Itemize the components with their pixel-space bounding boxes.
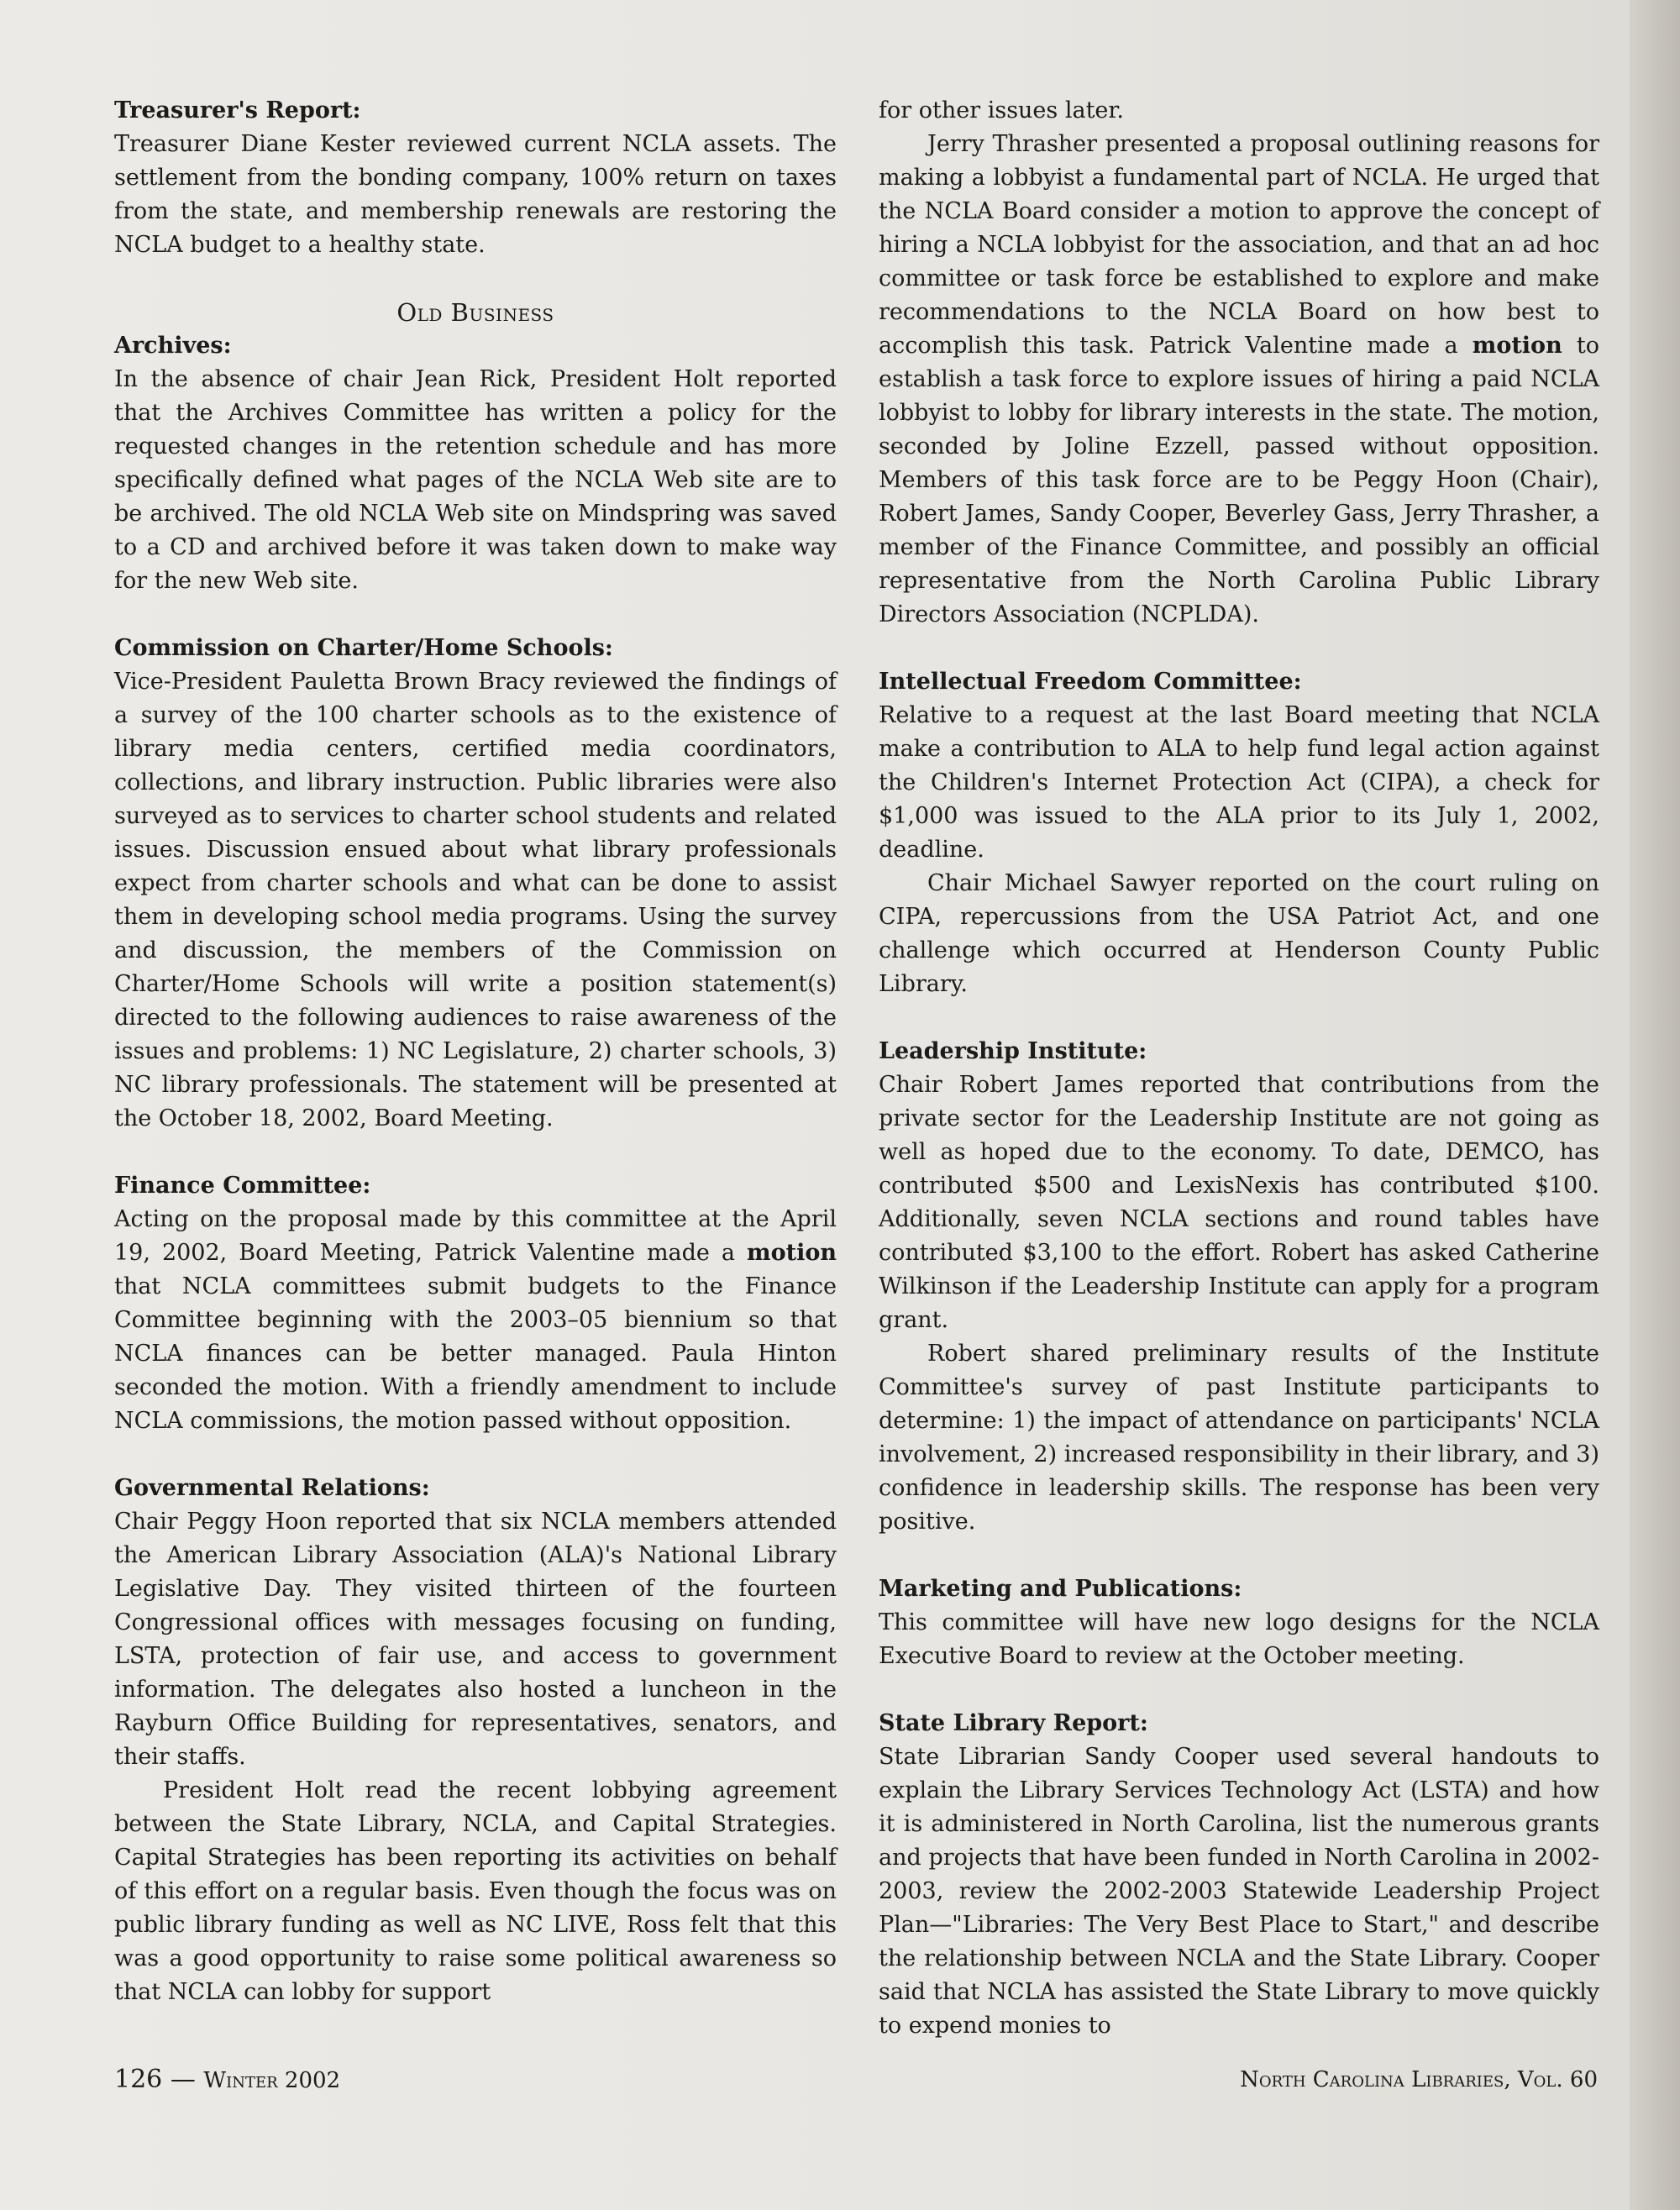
archives-section [114, 329, 837, 598]
finance-text-b: that NCLA committees submit budgets to the Finance Committee beginning with the 2003–05 biennium so that NCLA finances can be better managed. Paula Hinton seconded the motion. With a friendly amendment to include NCLA commissions, the motion passed without opposition. [114, 1273, 837, 1434]
footer-dash: — [170, 2065, 196, 2094]
state-library-heading: State Library Report: [879, 1710, 1148, 1736]
charter-text: Vice-President Pauletta Brown Bracy reviewed the findings of a survey of the 100 charter schools as to the existence of library media centers, certified media coordinators, collections, and library instruction. Public libraries were also surveyed as to services to charter school students and related issues. Discussion ensued about what library professionals expect from charter schools and what can be done to assist them in developing school media programs. Using the survey and discussion, the members of the Commission on Charter/Home Schools will write a position statement(s) directed to the following audiences to raise awareness of the issues and problems: 1) NC Legislature, 2) charter schools, 3) NC library professionals. The statement will be presented at the October 18, 2002, Board Meeting. [114, 669, 837, 1131]
governmental-section [114, 1472, 837, 2009]
leadership-section [879, 1035, 1599, 1539]
journal-title: North Carolina Libraries, Vol. 60 [1240, 2067, 1598, 2092]
finance-motion: motion [747, 1240, 837, 1266]
continued-text: for other issues later. [879, 97, 1124, 123]
page-number: 126 [114, 2065, 163, 2094]
lobbyist-text [879, 128, 1599, 632]
leadership-text-2: Robert shared preliminary results of the Institute Committee's survey of past Institute participants to determine: 1) the impact of attendance on participants' NCLA involvement, 2) increased responsibility in their library, and 3) confidence in leadership skills. The response has been very positive. [879, 1341, 1599, 1535]
state-library-section [879, 1707, 1599, 2043]
page-edge [1630, 0, 1680, 2210]
finance-heading: Finance Committee: [114, 1173, 371, 1199]
old-business-title: Old Business [396, 298, 554, 327]
archives-text: In the absence of chair Jean Rick, President Holt reported that the Archives Committee has written a policy for the requested changes in the retention schedule and has more specifically defined what pages of the NCLA Web site are to be archived. The old NCLA Web site on Mindspring was saved to a CD and archived before it was taken down to make way for the new Web site. [114, 366, 837, 594]
footer-left [114, 2063, 340, 2097]
issue-label: Winter 2002 [203, 2068, 341, 2093]
treasurer-text: Treasurer Diane Kester reviewed current NCLA assets. The settlement from the bonding company, 100% return on taxes from the state, and membership renewals are restoring the NCLA budget to a healthy state. [114, 131, 837, 258]
lobbyist-text-b: to establish a task force to explore issues of hiring a paid NCLA lobbyist to lobby for library interests in the state. The motion, seconded by Joline Ezzell, passed without opposition. Members of this task force are to be Peggy Hoon (Chair), Robert James, Sandy Cooper, Beverley Gass, Jerry Thrasher, a member of the Finance Committee, and possibly an official representative from the North Carolina Public Library Directors Association (NCPLDA). [879, 333, 1599, 627]
finance-section [114, 1169, 837, 1438]
lobbyist-text-a: Jerry Thrasher presented a proposal outlining reasons for making a lobbyist a fundamental part of NCLA. He urged that the NCLA Board consider a motion to approve the concept of hiring a NCLA lobbyist for the association, and that an ad hoc committee or task force be established to explore and make recommendations to the NCLA Board on how best to accomplish this task. Patrick Valentine made a [879, 131, 1599, 359]
marketing-heading: Marketing and Publications: [879, 1576, 1242, 1602]
intellectual-text-2: Chair Michael Sawyer reported on the court ruling on CIPA, repercussions from the USA Patriot Act, and one challenge which occurred at Henderson County Public Library. [879, 870, 1599, 997]
intellectual-section [879, 665, 1599, 1001]
treasurer-heading: Treasurer's Report: [114, 97, 361, 123]
finance-text-a: Acting on the proposal made by this committee at the April 19, 2002, Board Meeting, Patrick Valentine made a [114, 1206, 837, 1266]
treasurer-report [114, 94, 837, 262]
left-column [114, 94, 837, 2043]
governmental-heading: Governmental Relations: [114, 1475, 430, 1501]
charter-section [114, 632, 837, 1136]
archives-heading: Archives: [114, 333, 232, 359]
intellectual-heading: Intellectual Freedom Committee: [879, 669, 1302, 695]
leadership-heading: Leadership Institute: [879, 1038, 1147, 1064]
marketing-text: This committee will have new logo designs for the NCLA Executive Board to review at the October meeting. [879, 1609, 1599, 1669]
charter-heading: Commission on Charter/Home Schools: [114, 635, 613, 661]
right-column [879, 94, 1599, 2076]
state-library-text: State Librarian Sandy Cooper used several handouts to explain the Library Services Technology Act (LSTA) and how it is administered in North Carolina, list the numerous grants and projects that have been funded in North Carolina in 2002-2003, review the 2002-2003 Statewide Leadership Project Plan—"Libraries: The Very Best Place to Start," and describe the relationship between NCLA and the State Library. Cooper said that NCLA has assisted the State Library to move quickly to expend monies to [879, 1744, 1599, 2039]
leadership-text: Chair Robert James reported that contributions from the private sector for the Leadership Institute are not going as well as hoped due to the economy. To date, DEMCO, has contributed $500 and LexisNexis has contributed $100. Additionally, seven NCLA sections and round tables have contributed $3,100 to the effort. Robert has asked Catherine Wilkinson if the Leadership Institute can apply for a program grant. [879, 1072, 1599, 1333]
marketing-section [879, 1572, 1599, 1673]
lobbyist-motion: motion [1472, 333, 1562, 359]
finance-text [114, 1203, 837, 1438]
governmental-text: Chair Peggy Hoon reported that six NCLA members attended the American Library Association (ALA)'s National Library Legislative Day. They visited thirteen of the fourteen Congressional offices with messages focusing on funding, LSTA, protection of fair use, and access to government information. The delegates also hosted a luncheon in the Rayburn Office Building for representatives, senators, and their staffs. [114, 1509, 837, 1770]
intellectual-text: Relative to a request at the last Board meeting that NCLA make a contribution to ALA to help fund legal action against the Children's Internet Protection Act (CIPA), a check for $1,000 was issued to the ALA prior to its July 1, 2002, deadline. [879, 702, 1599, 863]
lobbyist-section [879, 94, 1599, 632]
governmental-text-2: President Holt read the recent lobbying agreement between the State Library, NCLA, and Capital Strategies. Capital Strategies has been reporting its activities on behalf of this effort on a regular basis. Even though the focus was on public library funding as well as NC LIVE, Ross felt that this was a good opportunity to raise some political awareness so that NCLA can lobby for support [114, 1777, 837, 2005]
